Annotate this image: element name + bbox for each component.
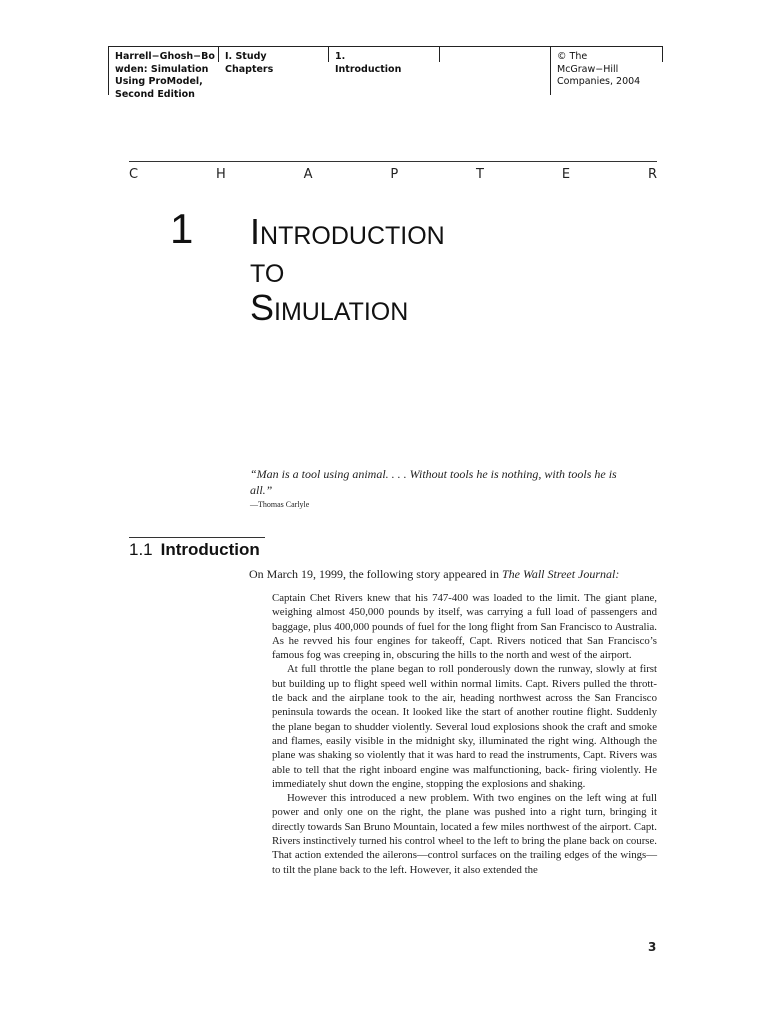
chapter-label: [129, 167, 657, 182]
chapter-label-letter: C: [129, 167, 139, 182]
journal-name: The Wall Street Journal:: [501, 567, 620, 581]
epigraph-attribution: —Thomas Carlyle: [250, 500, 310, 509]
chapter-label-letter: R: [647, 167, 657, 182]
section-number: 1.1: [129, 540, 153, 559]
title-initial: S: [250, 287, 275, 328]
title-initial: I: [250, 211, 261, 252]
running-header-table: [108, 46, 663, 100]
chapter-label-letter: E: [561, 167, 571, 182]
title-rest: IMULATION: [274, 298, 409, 326]
chapter-label-letter: T: [476, 167, 484, 182]
chapter-title-line: [250, 253, 550, 291]
block-quote: [272, 591, 657, 877]
page-number: 3: [648, 940, 657, 954]
header-cell-chapter: 1. Introduction: [329, 47, 440, 62]
block-quote-paragraph: However this introduced a new problem. With two engines on the left wing at full power and only one on the right, the plane was pushed into a right turn, bringing it directly towards San Bruno Mountain, located a few miles northwest of the airport. Capt. Rivers instinctively turned his control wheel to the left to bring the plane back on course. That action extended the ailerons—control surfaces on the trailing edges of the wings—to tilt the plane back to the left. However, it also extended the: [272, 792, 657, 876]
chapter-title-line: [250, 211, 550, 253]
header-cell-authors: Harrell−Ghosh−Bo wden: Simulation Using ProModel, Second Edition: [109, 47, 219, 62]
chapter-number: 1: [170, 205, 194, 252]
intro-sentence: [249, 567, 619, 582]
chapter-label-letter: P: [390, 167, 399, 182]
section-rule: [129, 537, 265, 538]
chapter-label-letter: A: [303, 167, 313, 182]
block-quote-paragraph: Captain Chet Rivers knew that his 747-400 was loaded to the limit. The giant plane, weighing almost 450,000 pounds by itself, was carrying a full load of passengers and baggage, plus 400,000 pounds of fuel for the long flight from San Francisco to Australia. As he revved his four engines for takeoff, Capt. Rivers noticed that San Francisco’s famous fog was creeping in, obscuring the hills to the north and west of the airport.: [272, 592, 657, 662]
header-cell-empty: [440, 47, 551, 95]
header-cell-part: I. Study Chapters: [219, 47, 329, 62]
chapter-title: [250, 211, 550, 329]
section-title: Introduction: [160, 540, 260, 559]
title-rest: NTRODUCTION: [260, 222, 445, 250]
chapter-title-line: [250, 287, 550, 329]
block-quote-paragraph: At full throttle the plane began to roll ponderously down the runway, slowly at first but building up to flight speed well within normal limits. Capt. Rivers pulled the thrott- tle back and the airplane took to the air, heading northwest across the San Francisco peninsula towards the ocean. It looked like the start of another routine flight. Suddenly the plane began to shudder violently. Several loud explosions shook the craft and smoke and flames, easily visible in the midnight sky, illuminated the right wing. Although the plane was shaking so violently that it was hard to read the instruments, Capt. Rivers was able to tell that the right inboard engine was malfunctioning, back- firing violently. He immediately shut down the engine, stopping the explosions and shaking.: [272, 663, 657, 790]
header-cell-publisher: © The McGraw−Hill Companies, 2004: [551, 47, 663, 62]
epigraph-quote: “Man is a tool using animal. . . . Without tools he is nothing, with tools he is all.”: [250, 467, 617, 497]
section-heading: [129, 540, 260, 560]
chapter-label-letter: H: [215, 167, 226, 182]
chapter-rule: [129, 161, 657, 162]
intro-lead: On March 19, 1999, the following story appeared in: [249, 567, 502, 581]
title-rest: TO: [250, 260, 285, 288]
